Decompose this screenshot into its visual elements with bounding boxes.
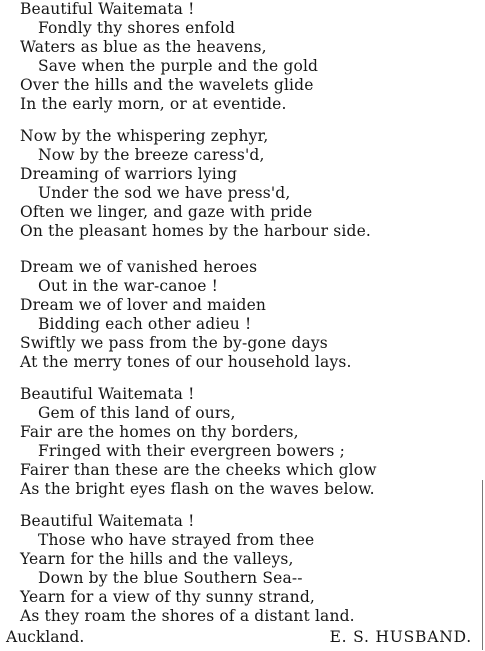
poem-line: Waters as blue as the heavens, [20,38,267,56]
poem-line: Yearn for the hills and the valleys, [20,550,294,568]
poem-line: Now by the whispering zephyr, [20,127,269,145]
poem-line: Out in the war-canoe ! [38,277,219,295]
column-rule [482,480,483,650]
poem-line: Often we linger, and gaze with pride [20,203,313,221]
poem-line: Fair are the homes on thy borders, [20,423,299,441]
poem-line: Swiftly we pass from the by-gone days [20,334,328,352]
poem-line: Fondly thy shores enfold [38,19,236,37]
poem-line: As the bright eyes flash on the waves below. [20,480,375,498]
poem-line: Down by the blue Southern Sea-- [38,569,303,587]
poem-line: At the merry tones of our household lays. [20,353,352,371]
poem-line: Yearn for a view of thy sunny strand, [20,588,315,606]
poem-line: Fringed with their evergreen bowers ; [38,442,345,460]
poem-line: Beautiful Waitemata ! [20,385,195,403]
poem-line: As they roam the shores of a distant land. [20,607,355,625]
signature-author: E. S. HUSBAND. [329,628,472,646]
poem-line: Beautiful Waitemata ! [20,0,195,18]
poem-line: Dreaming of warriors lying [20,165,238,183]
poem-line: Under the sod we have press'd, [38,184,291,202]
poem-line: On the pleasant homes by the harbour side. [20,222,371,240]
poem-line: Over the hills and the wavelets glide [20,76,314,94]
poem-line: Those who have strayed from thee [38,531,315,549]
poem-line: Bidding each other adieu ! [38,315,252,333]
signature-place: Auckland. [6,628,85,646]
poem-line: In the early morn, or at eventide. [20,95,287,113]
poem-line: Beautiful Waitemata ! [20,512,195,530]
poem-line: Dream we of lover and maiden [20,296,267,314]
poem-line: Dream we of vanished heroes [20,258,258,276]
poem-line: Gem of this land of ours, [38,404,236,422]
poem-line: Save when the purple and the gold [38,57,319,75]
poem-line: Now by the breeze caress'd, [38,146,265,164]
poem-line: Fairer than these are the cheeks which glow [20,461,377,479]
